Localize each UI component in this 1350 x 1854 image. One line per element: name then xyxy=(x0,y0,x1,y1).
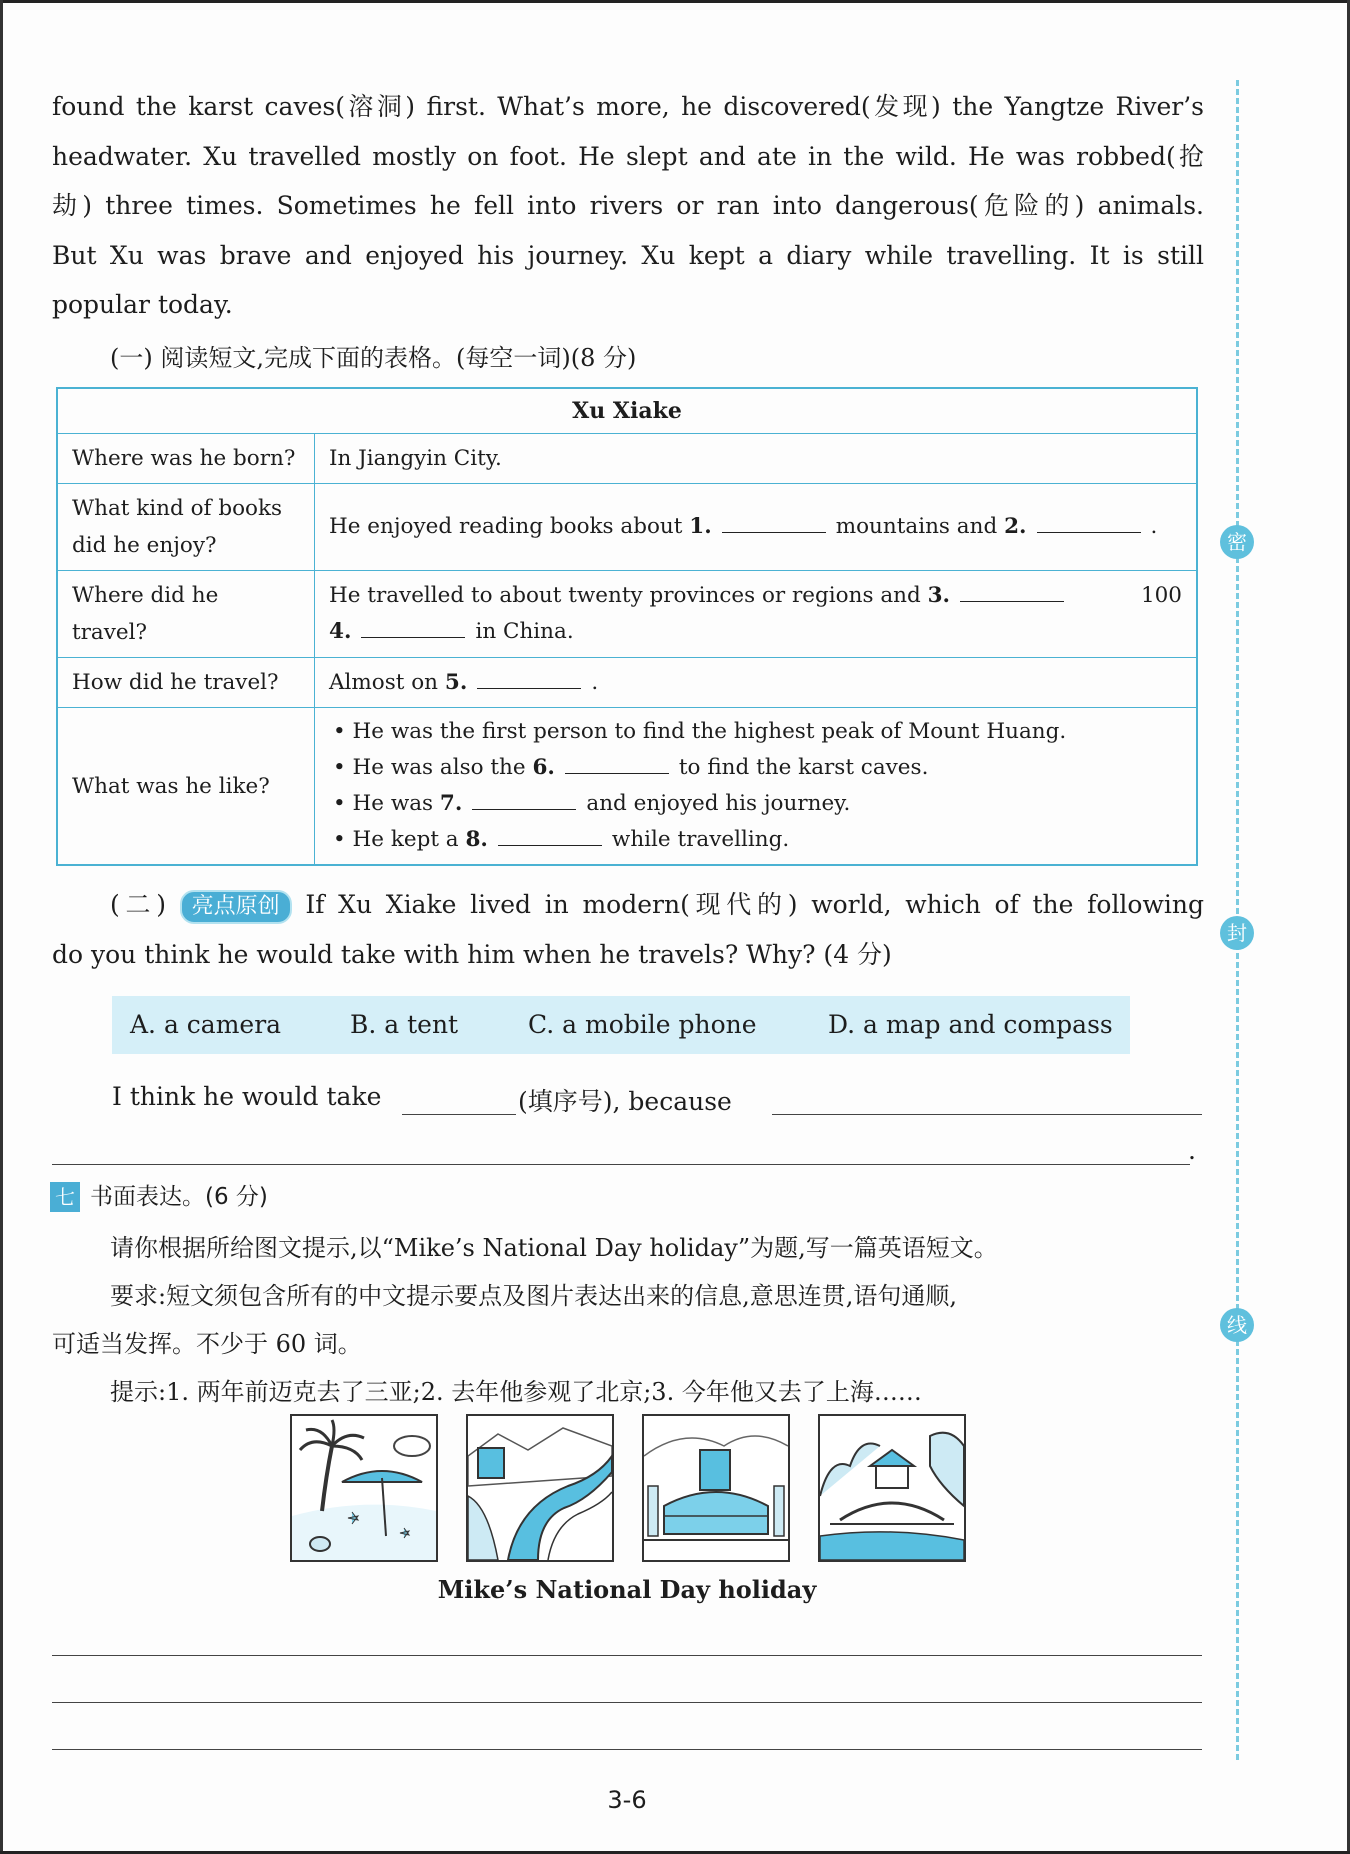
blank-number: 3. xyxy=(927,583,951,608)
reason-answer-line-2[interactable] xyxy=(52,1164,1190,1165)
blank-number: 8. xyxy=(465,827,488,852)
xu-xiake-table xyxy=(56,387,1198,866)
question-text: What kind of books xyxy=(72,496,283,521)
part2-text: If Xu Xiake lived in modern(现代的) world, which of the following xyxy=(305,890,1204,919)
question-cell: How did he travel? xyxy=(57,658,315,708)
answer-text: 100 xyxy=(1140,583,1182,608)
instruction-line: 请你根据所给图文提示,以“Mike’s National Day holiday”为题,写一篇英语短文。 xyxy=(110,1234,998,1262)
instruction-line: 要求:短文须包含所有的中文提示要点及图片表达出来的信息,意思连贯,语句通顺, xyxy=(110,1282,957,1310)
part2-question xyxy=(52,880,1204,979)
table-row xyxy=(57,434,1197,484)
great-wall-picture xyxy=(466,1414,614,1562)
answer-period: . xyxy=(1188,1136,1196,1165)
question-cell: Where was he born? xyxy=(57,434,315,484)
answer-prefix: I think he would take xyxy=(112,1082,382,1111)
part2-line: do you think he would take with him when he travels? Why? (4 分) xyxy=(52,939,892,969)
answer-text: He travelled to about twenty provinces or regions and xyxy=(329,583,928,608)
bullet-item: • He was also the 6. to find the karst caves. xyxy=(333,755,929,780)
passage-line: 劫) three times. Sometimes he fell into rivers or ran into dangerous(危险的) animals. xyxy=(52,191,1204,220)
reading-passage xyxy=(52,82,1204,330)
binding-mark-feng: 封 xyxy=(1220,916,1254,950)
answer-text: He enjoyed reading books about xyxy=(329,514,690,539)
section-number: 七 xyxy=(50,1182,80,1212)
question-cell: Where did he travel? xyxy=(57,571,315,658)
bullet-item: • He kept a 8. while travelling. xyxy=(333,827,790,852)
answer-blank-2[interactable] xyxy=(1037,512,1141,533)
binding-mark-mi: 密 xyxy=(1220,525,1254,559)
blank-number: 7. xyxy=(439,791,463,816)
question-text: did he enjoy? xyxy=(72,533,217,558)
blank-number: 4. xyxy=(329,619,352,644)
passage-line: found the karst caves(溶洞) first. What’s more, he discovered(发现) the Yangtze River’s xyxy=(52,92,1204,121)
binding-mark-xian: 线 xyxy=(1220,1308,1254,1342)
writing-line[interactable] xyxy=(52,1655,1202,1656)
blank-number: 2. xyxy=(1004,514,1027,539)
answer-text: . xyxy=(1150,514,1158,539)
sanya-beach-picture xyxy=(290,1414,438,1562)
hint-line: 提示:1. 两年前迈克去了三亚;2. 去年他参观了北京;3. 今年他又去了上海…… xyxy=(110,1378,922,1406)
answer-cell xyxy=(315,484,1198,571)
option-a[interactable]: A. a camera xyxy=(130,1010,282,1039)
table-header: Xu Xiake xyxy=(57,388,1197,434)
original-badge: 亮点原创 xyxy=(180,890,292,924)
option-d[interactable]: D. a map and compass xyxy=(828,1010,1113,1039)
answer-blank-4[interactable] xyxy=(361,617,465,638)
part1-title: (一) 阅读短文,完成下面的表格。(每空一词)(8 分) xyxy=(110,344,637,372)
passage-line: headwater. Xu travelled mostly on foot. He slept and ate in the wild. He was robbed(抢 xyxy=(52,141,1204,171)
answer-text: in China. xyxy=(475,619,574,644)
table-row xyxy=(57,484,1197,571)
answer-text: . xyxy=(591,669,599,695)
answer-text: mountains and xyxy=(835,514,1005,539)
part2-line xyxy=(52,880,1204,930)
section-7-heading xyxy=(50,1178,268,1212)
writing-line[interactable] xyxy=(52,1749,1202,1750)
answer-cell xyxy=(315,658,1198,708)
blank-number: 6. xyxy=(532,755,555,780)
table-row xyxy=(57,658,1197,708)
options-box xyxy=(112,996,1130,1054)
passage-line: But Xu was brave and enjoyed his journey. Xu kept a diary while travelling. It is still xyxy=(52,240,1204,270)
shanghai-pavilion-picture xyxy=(818,1414,966,1562)
answer-cell xyxy=(315,571,1198,658)
question-cell xyxy=(57,484,315,571)
composition-title: Mike’s National Day holiday xyxy=(437,1575,817,1604)
answer-blank-8[interactable] xyxy=(498,825,602,846)
question-cell: What was he like? xyxy=(57,708,315,866)
bullet-item: • He was the first person to find the highest peak of Mount Huang. xyxy=(333,719,1067,744)
answer-blank-3[interactable] xyxy=(960,581,1064,602)
reason-answer-line[interactable] xyxy=(772,1114,1202,1115)
table-row xyxy=(57,571,1197,658)
answer-text: Almost on xyxy=(329,669,445,695)
answer-cell xyxy=(315,708,1198,866)
page-number: 3-6 xyxy=(607,1786,647,1814)
section-title: 书面表达。(6 分) xyxy=(90,1184,268,1210)
passage-line: popular today. xyxy=(52,290,233,319)
page-border-top xyxy=(0,0,1350,3)
instruction-line: 可适当发挥。不少于 60 词。 xyxy=(52,1330,362,1358)
option-answer-line[interactable] xyxy=(402,1114,516,1115)
answer-cell: In Jiangyin City. xyxy=(315,434,1198,484)
option-c[interactable]: C. a mobile phone xyxy=(528,1010,757,1039)
table-row xyxy=(57,708,1197,866)
blank-number: 1. xyxy=(689,514,712,539)
option-b[interactable]: B. a tent xyxy=(350,1010,459,1039)
answer-blank-7[interactable] xyxy=(472,789,576,810)
answer-mid: (填序号), because xyxy=(518,1087,732,1116)
part2-prefix: (二) xyxy=(110,890,166,919)
answer-blank-6[interactable] xyxy=(565,753,669,774)
answer-blank-5[interactable] xyxy=(477,668,581,689)
writing-line[interactable] xyxy=(52,1702,1202,1703)
blank-number: 5. xyxy=(444,669,468,695)
bullet-item: • He was 7. and enjoyed his journey. xyxy=(333,791,851,816)
beijing-building-picture xyxy=(642,1414,790,1562)
answer-blank-1[interactable] xyxy=(722,512,826,533)
